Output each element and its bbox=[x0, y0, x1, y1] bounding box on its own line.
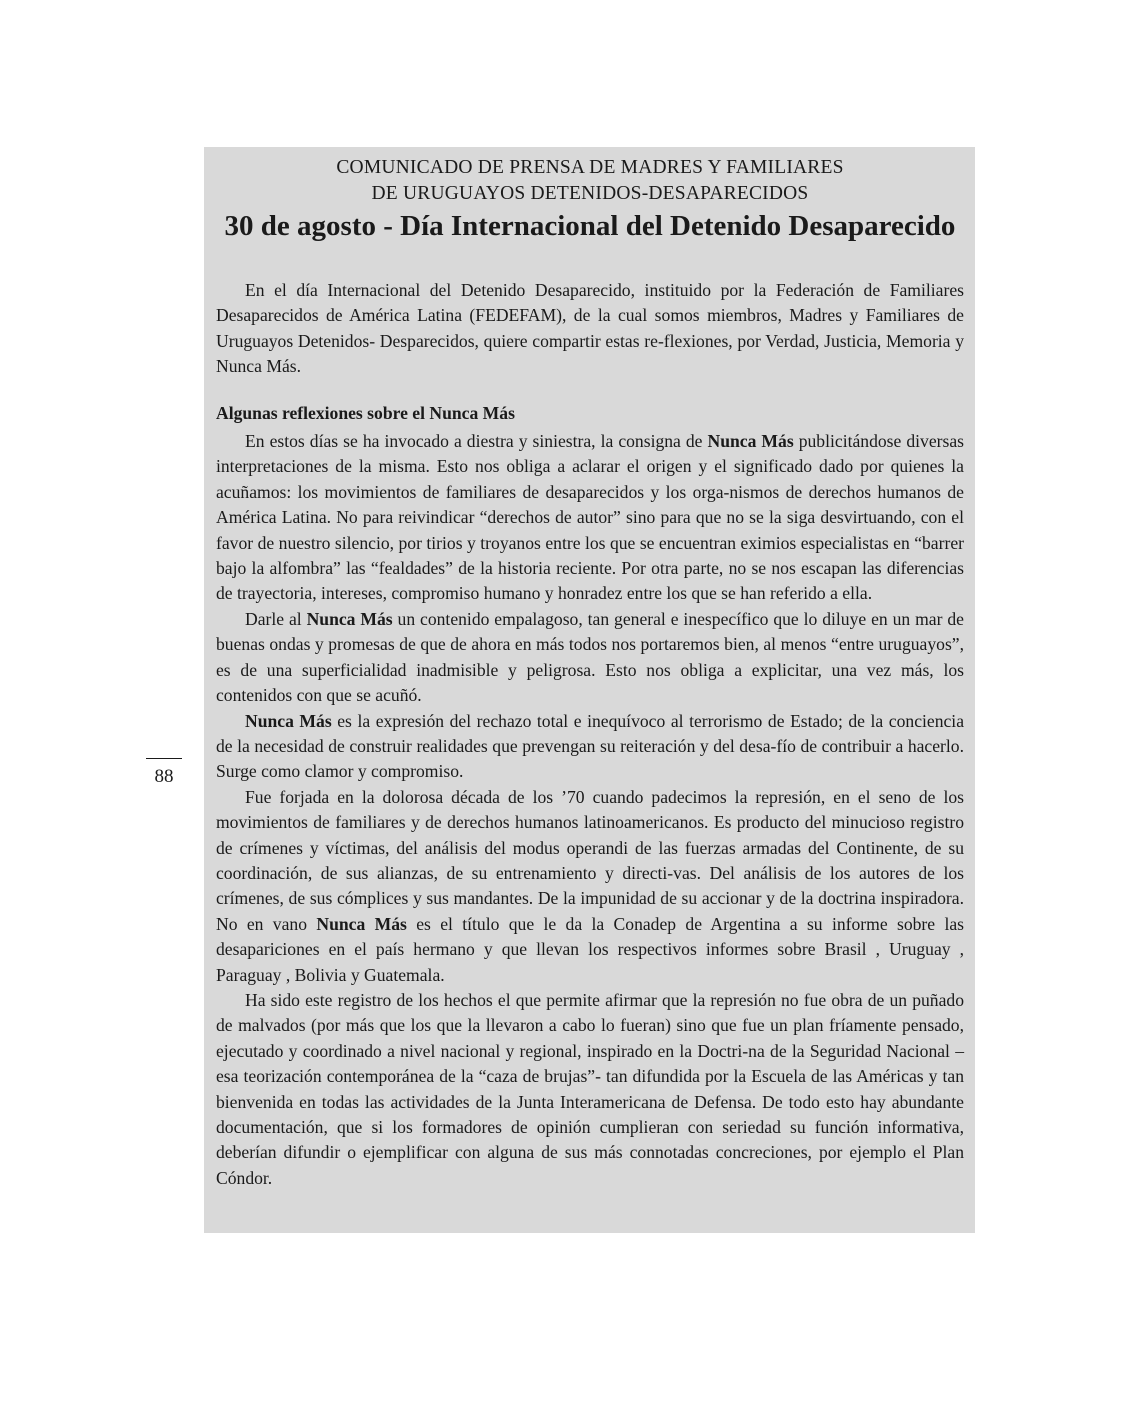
nunca-mas-emphasis: Nunca Más bbox=[707, 431, 794, 452]
page-number-rule bbox=[146, 758, 182, 759]
header-line-2: DE URUGUAYOS DETENIDOS-DESAPARECIDOS bbox=[371, 183, 809, 204]
page-title: 30 de agosto - Día Internacional del Detenido Desaparecido bbox=[224, 210, 956, 242]
nunca-mas-emphasis: Nunca Más bbox=[306, 608, 393, 629]
section-heading: Algunas reflexiones sobre el Nunca Más bbox=[216, 402, 515, 423]
paragraph-5: Ha sido este registro de los hechos el que permite afirmar que la represión no fue obra de un puñado de malvados (por más que los que la llevaron a cabo lo fueran) sino que fue un plan fríamente pensado, ejecutado y coordinado a nivel nacional y regional, inspirado en la Doctri-na de la Seguridad Nacional –esa teorización contemporánea de la “caza de brujas”- tan difundida por la Escuela de las Américas y tan bienvenida en todas las actividades de la Junta Interamericana de Defensa. De todo esto hay abundante documentación, que si los formadores de opinión cumplieran con seriedad su función informativa, deberían difundir o ejemplificar con alguna de sus más connotadas concreciones, por ejemplo el Plan Cóndor. bbox=[216, 989, 964, 1188]
nunca-mas-emphasis: Nunca Más bbox=[316, 913, 407, 934]
press-release-panel bbox=[204, 147, 975, 1233]
paragraph-2: Darle al Nunca Más un contenido empalagoso, tan general e inespecífico que lo diluye en un mar de buenas ondas y promesas de que de ahora en más todos nos portaremos bien, al menos “entre uruguayos”, es de una superficialidad inadmisible y peligrosa. Esto nos obliga a explicitar, una vez más, los contenidos con que se acuñó. bbox=[216, 608, 964, 706]
paragraph-1: En estos días se ha invocado a diestra y siniestra, la consigna de Nunca Más publicitándose diversas interpretaciones de la misma. Esto nos obliga a aclarar el origen y el significado dado por quienes la acuñamos: los movimientos de familiares de desaparecidos y los orga-nismos de derechos humanos de América Latina. No para reivindicar “derechos de autor” sino para que no se la siga desvirtuando, con el favor de nuestro silencio, por tirios y troyanos entre los que se encuentran eximios especialistas en “barrer bajo la alfombra” las “fealdades” de la historia reciente. Por otra parte, no se nos escapan las diferencias de trayectoria, intereses, compromiso humano y honradez entre los que se han referido a ella. bbox=[216, 431, 964, 604]
paragraph-3: Nunca Más es la expresión del rechazo total e inequívoco al terrorismo de Estado; de la conciencia de la necesidad de construir realidades que prevengan su reiteración y del desa-fío de contribuir a hacerlo. Surge como clamor y compromiso. bbox=[216, 710, 965, 782]
header-line-1: COMUNICADO DE PRENSA DE MADRES Y FAMILIARES bbox=[336, 157, 844, 178]
page-number: 88 bbox=[154, 766, 174, 787]
intro-paragraph: En el día Internacional del Detenido Desaparecido, instituido por la Federación de Familiares Desaparecidos de América Latina (FEDEFAM), de la cual somos miembros, Madres y Familiares de Uruguayos Detenidos- Desparecidos, quiere compartir estas re-flexiones, por Verdad, Justicia, Memoria y Nunca Más. bbox=[216, 280, 964, 377]
nunca-mas-emphasis: Nunca Más bbox=[245, 710, 332, 731]
paragraph-4: Fue forjada en la dolorosa década de los ’70 cuando padecimos la represión, en el seno de los movimientos de familiares y de derechos humanos latinoamericanos. Es producto del minucioso registro de crímenes y víctimas, del análisis del modus operandi de las fuerzas armadas del Continente, de su coordinación, de sus alianzas, de su entrenamiento y directi-vas. Del análisis de los autores de los crímenes, de sus cómplices y sus mandantes. De la impunidad de su accionar y de la doctrina inspiradora. No en vano Nunca Más es el título que le da la Conadep de Argentina a su informe sobre las desapariciones en el país hermano y que llevan los respectivos informes sobre Brasil , Uruguay , Paraguay , Bolivia y Guatemala. bbox=[216, 786, 964, 985]
